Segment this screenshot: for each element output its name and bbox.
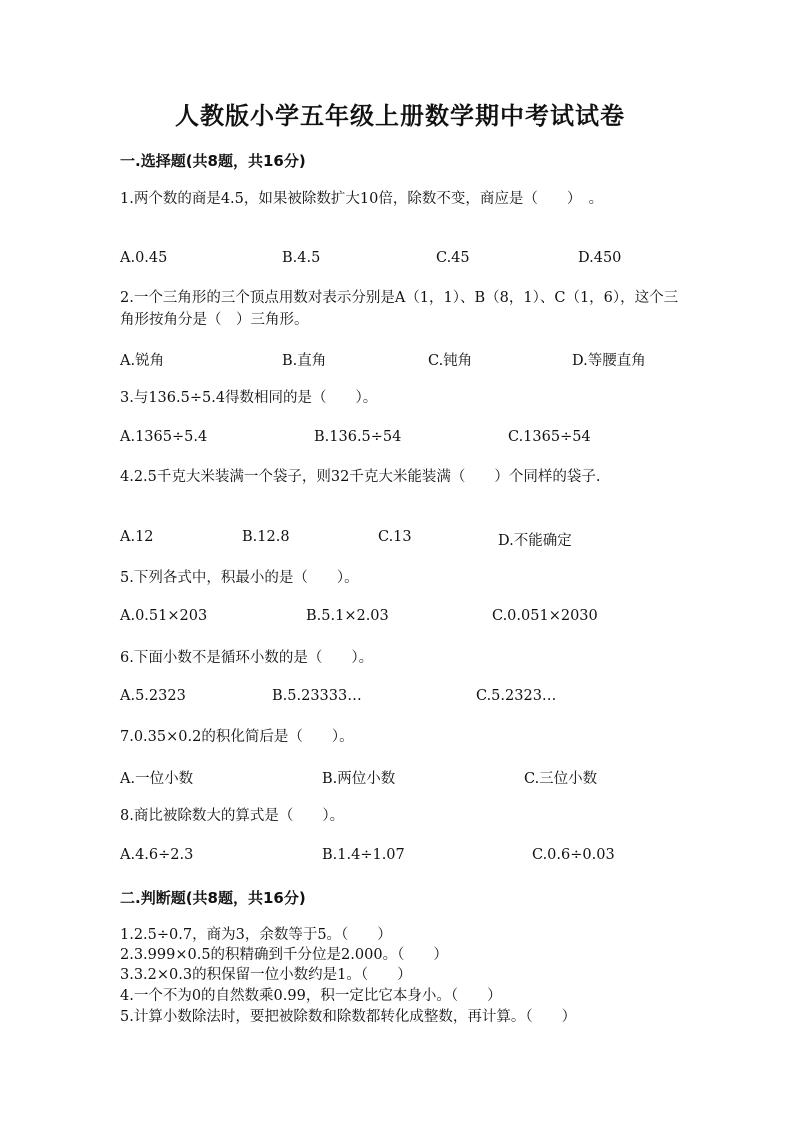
question-6: 6.下面小数不是循环小数的是（ ）。	[120, 650, 374, 666]
question-4: 4.2.5千克大米装满一个袋子，则32千克大米能装满（ ）个同样的袋子.	[120, 469, 601, 485]
question-3: 3.与136.5÷5.4得数相同的是（ ）。	[120, 390, 378, 406]
option-d: D.等腰直角	[572, 353, 646, 369]
option-a: A.锐角	[120, 353, 165, 369]
option-a: A.1365÷5.4	[120, 429, 208, 445]
question-2: 2.一个三角形的三个顶点用数对表示分别是A（1，1）、B（8，1）、C（1，6），这个三角形按角分是（ ）三角形。	[120, 290, 679, 328]
question-7: 7.0.35×0.2的积化简后是（ ）。	[120, 729, 354, 745]
option-a: A.0.51×203	[120, 608, 208, 624]
judgement-item-3: 3.3.2×0.3的积保留一位小数约是1。（ ）	[120, 967, 412, 983]
option-c: C.5.2323…	[476, 688, 557, 704]
section-heading-choice: 一.选择题(共8题，共16分)	[120, 152, 306, 170]
option-b: B.4.5	[282, 250, 321, 266]
judgement-item-4: 4.一个不为0的自然数乘0.99，积一定比它本身小。（ ）	[120, 988, 502, 1004]
judgement-item-2: 2.3.999×0.5的积精确到千分位是2.000。（ ）	[120, 947, 448, 963]
option-b: B.两位小数	[322, 771, 396, 787]
option-c: C.13	[378, 529, 412, 545]
question-8: 8.商比被除数大的算式是（ ）。	[120, 808, 345, 824]
option-c: C.0.6÷0.03	[532, 847, 615, 863]
option-a: A.4.6÷2.3	[120, 847, 194, 863]
option-b: B.12.8	[242, 529, 290, 545]
option-c: C.0.051×2030	[492, 608, 598, 624]
judgement-item-1: 1.2.5÷0.7，商为3，余数等于5。（ ）	[120, 927, 392, 943]
question-1: 1.两个数的商是4.5，如果被除数扩大10倍，除数不变，商应是（ ） 。	[120, 191, 604, 207]
option-a: A.5.2323	[120, 688, 186, 704]
option-b: B.136.5÷54	[314, 429, 402, 445]
option-b: B.1.4÷1.07	[322, 847, 405, 863]
section-heading-judgement: 二.判断题(共8题，共16分)	[120, 889, 306, 907]
judgement-item-5: 5.计算小数除法时，要把被除数和除数都转化成整数，再计算。（ ）	[120, 1009, 577, 1025]
option-c: C.三位小数	[524, 771, 598, 787]
option-d: D.450	[578, 250, 622, 266]
option-a: A.一位小数	[120, 771, 194, 787]
question-5: 5.下列各式中，积最小的是（ ）。	[120, 570, 359, 586]
option-c: C.钝角	[428, 353, 473, 369]
option-a: A.12	[120, 529, 154, 545]
option-c: C.45	[436, 250, 470, 266]
option-d: D.不能确定	[498, 533, 572, 549]
option-b: B.5.23333…	[272, 688, 362, 704]
option-c: C.1365÷54	[508, 429, 591, 445]
option-a: A.0.45	[120, 250, 168, 266]
option-b: B.直角	[282, 353, 327, 369]
exam-title: 人教版小学五年级上册数学期中考试试卷	[175, 102, 625, 130]
option-b: B.5.1×2.03	[306, 608, 389, 624]
